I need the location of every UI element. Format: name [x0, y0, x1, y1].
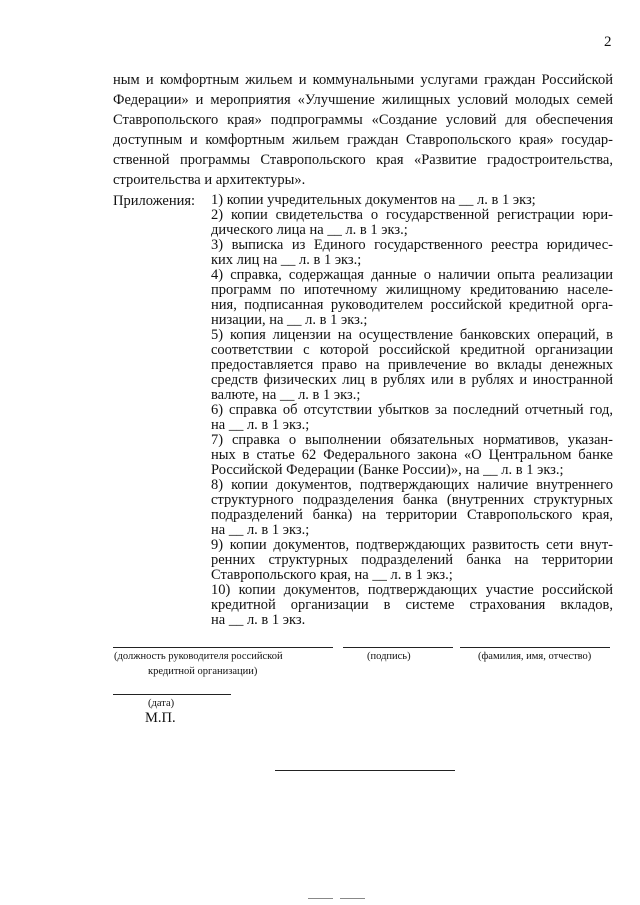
- attachment-line: программ по ипотечному жилищному кредитованию населе-: [211, 282, 613, 298]
- intro-line: Ставропольского края» подпрограммы «Создание условий для обеспечения: [113, 112, 613, 128]
- attachment-line: средств физических лиц в рублях или в рублях и иностранной: [211, 372, 613, 388]
- intro-line: Федерации» и мероприятия «Улучшение жилищных условий молодых семей: [113, 92, 613, 108]
- attachments-list: [211, 193, 613, 628]
- attachment-line: ных в статье 62 Федерального закона «О Центральном банке: [211, 447, 613, 463]
- stamp-place-label: М.П.: [145, 710, 176, 726]
- attachment-line: 2) копии свидетельства о государственной регистрации юри-: [211, 207, 613, 223]
- attachment-line: ренних структурных подразделений банка на территории: [211, 552, 613, 568]
- attachment-line: Российской Федерации (Банке России)», на __ л. в 1 экз.;: [211, 462, 564, 478]
- attachment-line: низации, на __ л. в 1 экз.;: [211, 312, 368, 328]
- intro-line: строительства и архитектуры».: [113, 172, 306, 188]
- attachment-line: подразделений банка) на территории Ставропольского края,: [211, 507, 613, 523]
- position-signature-line: [113, 647, 333, 648]
- attachment-line: 5) копия лицензии на осуществление банковских операций, в: [211, 327, 613, 343]
- attachment-line: 7) справка о выполнении обязательных нормативов, указан-: [211, 432, 613, 448]
- attachment-line: 6) справка об отсутствии убытков за последний отчетный год,: [211, 402, 613, 418]
- attachment-line: 3) выписка из Единого государственного реестра юридичес-: [211, 237, 613, 253]
- attachment-line: 9) копии документов, подтверждающих развитость сети внут-: [211, 537, 613, 553]
- footer-mark: [340, 898, 365, 899]
- position-caption: (должность руководителя российской: [114, 651, 283, 662]
- attachment-line: 4) справка, содержащая данные о наличии опыта реализации: [211, 267, 613, 283]
- attachment-line: ких лиц на __ л. в 1 экз.;: [211, 252, 362, 268]
- attachment-line: Ставропольского края, на __ л. в 1 экз.;: [211, 567, 453, 583]
- attachment-line: дического лица на __ л. в 1 экз.;: [211, 222, 408, 238]
- attachment-line: на __ л. в 1 экз.;: [211, 417, 310, 433]
- attachment-line: 1) копии учредительных документов на __ л. в 1 экз;: [211, 192, 536, 208]
- footer-mark: [308, 898, 333, 899]
- date-line: [113, 694, 231, 695]
- attachment-line: на __ л. в 1 экз.: [211, 612, 306, 628]
- intro-line: ственной программы Ставропольского края «Развитие градостроительства,: [113, 152, 613, 168]
- bottom-line: [275, 770, 455, 771]
- attachment-line: кредитной организации в системе страхования вкладов,: [211, 597, 613, 613]
- position-caption-cont: кредитной организации): [148, 666, 258, 677]
- intro-line: доступным и комфортным жильем граждан Ставропольского края» государ-: [113, 132, 613, 148]
- signature-caption: (подпись): [367, 651, 411, 662]
- attachment-line: ния, подписанная руководителем российской кредитной орга-: [211, 297, 613, 313]
- date-caption: (дата): [148, 698, 175, 709]
- attachment-line: 10) копии документов, подтверждающих участие российской: [211, 582, 613, 598]
- attachment-line: 8) копии документов, подтверждающих наличие внутреннего: [211, 477, 613, 493]
- attachments-label: Приложения:: [113, 193, 196, 209]
- attachment-line: валюте, на __ л. в 1 экз.;: [211, 387, 361, 403]
- attachment-line: соответствии с которой российской кредитной организации: [211, 342, 613, 358]
- intro-paragraph: [113, 70, 613, 190]
- attachment-line: структурного подразделения банка (внутренних структурных: [211, 492, 613, 508]
- signature-line: [343, 647, 453, 648]
- page-number: 2: [604, 34, 612, 50]
- attachment-line: на __ л. в 1 экз.;: [211, 522, 310, 538]
- intro-line: ным и комфортным жильем и коммунальными услугами граждан Российской: [113, 72, 613, 88]
- name-caption: (фамилия, имя, отчество): [478, 651, 592, 662]
- attachment-line: предоставляется право на привлечение во вклады денежных: [211, 357, 613, 373]
- name-signature-line: [460, 647, 610, 648]
